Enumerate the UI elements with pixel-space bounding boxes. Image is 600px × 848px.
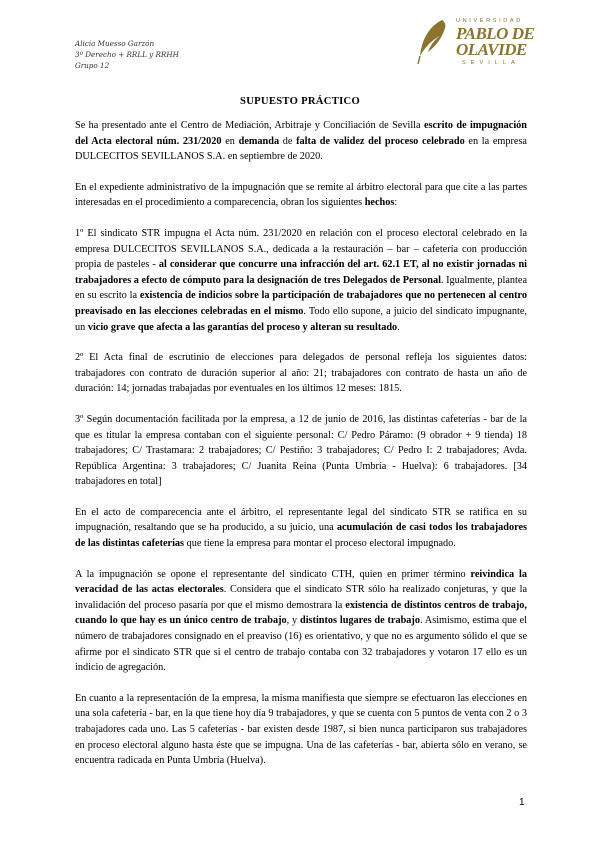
document-body [75, 118, 527, 784]
paragraph [75, 691, 527, 769]
document-title: SUPUESTO PRÁCTICO [240, 96, 360, 107]
text-run: . Asimismo, estima que el número de trabajadores consignado en el preaviso (16) es orientativo, y que no es argumento sólido el que se afirme por el sindicato STR que si el centro de trabajo contaba con 32 trabajadores y votaron 17 ello es un indicio de agregación. [75, 615, 527, 674]
logo-name-line1: PABLO DE [456, 24, 535, 43]
text-run: , y [286, 615, 300, 627]
text-run: de [279, 135, 297, 147]
paragraph [75, 567, 527, 676]
bold-text: falta de validez del proceso celebrado [296, 135, 465, 147]
paragraph [75, 118, 527, 165]
text-run: 1º El sindicato STR impugna el Acta núm. 231/2020 en relación con el proceso electoral celebrado en la empresa DULCECITOS SEVILLANOS S.A., dedicada a la restauración – bar – cafetería con producción propia de pasteles - [75, 227, 527, 271]
text-run: En el expediente administrativo de la impugnación que se remite al árbitro electoral para que cite a las partes interesadas en el procedimiento a comparecencia, obran los siguientes [75, 181, 527, 209]
bold-text: demanda [238, 135, 280, 147]
text-run: . Considera que el sindicato STR sólo ha realizado conjeturas, y que la invalidación del proceso pasaría por que el mismo demostrara la [75, 584, 528, 611]
university-logo [412, 16, 534, 72]
bold-text: al considerar que concurre una infracción del art. 62.1 ET, al no existir jornadas ni trabajadores a efecto de cómputo para la designación de tres Delegados de Personal [75, 259, 527, 286]
paragraph [75, 350, 527, 397]
author-course: 3º Derecho + RRLL y RRHH [75, 50, 179, 60]
text-run: 2º El Acta final de escrutinio de elecciones para delegados de personal refleja los siguientes datos: trabajadores con contrato de duración superior al año: 21; trabajadores con contrato de hasta un año de duración: 14; jornadas trabajadas por eventuales en los últimos 12 meses: 1815. [75, 352, 527, 395]
logo-name-line2: OLAVIDE [456, 40, 527, 59]
text-run: En cuanto a la representación de la empresa, la misma manifiesta que siempre se efectuaron las elecciones en una sola cafetería - bar, en la que tiene hoy día 9 trabajadores, y que se cuenta con 5 puntos de venta con 2 o 3 trabajadores cada uno. Las 5 cafeterías - bar existen desde 1987, si bien nunca participaron sus trabajadores en proceso electoral alguno hasta éste que se impugna. Una de las cafeterías - bar, abierta sólo en verano, se encuentra radicada en Punta Umbría (Huelva). [75, 692, 527, 767]
paragraph [75, 226, 527, 335]
paragraph [75, 412, 527, 490]
text-run: . Todo ello supone, a juicio del sindicato impugnante, un [75, 305, 527, 333]
bold-text: reivindica la veracidad de las actas electorales [75, 568, 527, 596]
author-block [75, 38, 179, 72]
text-run: en la empresa DULCECITOS SEVILLANOS S.A. en septiembre de 2020. [75, 135, 527, 163]
bold-text: distintos lugares de trabajo [300, 615, 420, 627]
logo-university-text: UNIVERSIDAD [456, 18, 523, 24]
bold-text: existencia de distintos centros de trabajo, cuando lo que hay es un único centro de trabajo [75, 599, 527, 627]
text-run: : [394, 197, 398, 209]
author-name: Alicia Muesso Garzón [75, 39, 155, 48]
bold-text: hechos [364, 197, 395, 209]
paragraph [75, 505, 527, 552]
logo-city-text: SEVILLA [462, 60, 520, 66]
feather-crest-icon [412, 16, 452, 68]
bold-text: escrito de impugnación del Acta electoral núm. 231/2020 [75, 120, 527, 147]
text-run: 3º Según documentación facilitada por la empresa, a 12 de junio de 2016, las distintas cafeterías - bar de la que es titular la empresa contaban con el siguiente personal: C/ Pedro Páramo: (9 obrador + 9 tienda) 18 trabajadores; C/ Trastamara: 2 trabajadores; C/ Pestiño: 3 trabajadores; C/ Pedro I: 2 trabajadores; Avda. República Argentina: 3 trabajadores; C/ Juanita Reina (Punta Umbría - Huelva): 6 trabajadores. [34 trabajadores en total] [75, 413, 527, 488]
text-run: en [221, 135, 239, 147]
text-run: . Igualmente, plantea en su escrito la [75, 274, 527, 302]
bold-text: existencia de indicios sobre la participación de trabajadores que no pertenecen al centro preavisado en las elecciones celebradas en el mismo [75, 290, 527, 317]
bold-text: acumulación de casi todos los trabajadores de las distintas cafeterías [75, 522, 527, 550]
bold-text: vicio grave que afecta a las garantías del proceso y alteran su resultado [87, 321, 398, 333]
text-run: A la impugnación se opone el representante del sindicato CTH, quien en primer término [75, 568, 471, 580]
text-run: . [397, 321, 400, 333]
page-number: 1 [519, 797, 525, 808]
text-run: que tiene la empresa para montar el proceso electoral impugnado. [184, 538, 456, 550]
paragraph [75, 180, 527, 211]
text-run: Se ha presentado ante el Centro de Mediación, Arbitraje y Conciliación de Sevilla [75, 120, 424, 131]
author-group: Grupo 12 [75, 61, 110, 71]
text-run: En el acto de comparecencia ante el árbitro, el representante legal del sindicato STR se ratifica en su impugnación, resaltando que se ha producido, a su juicio, una [75, 506, 527, 534]
